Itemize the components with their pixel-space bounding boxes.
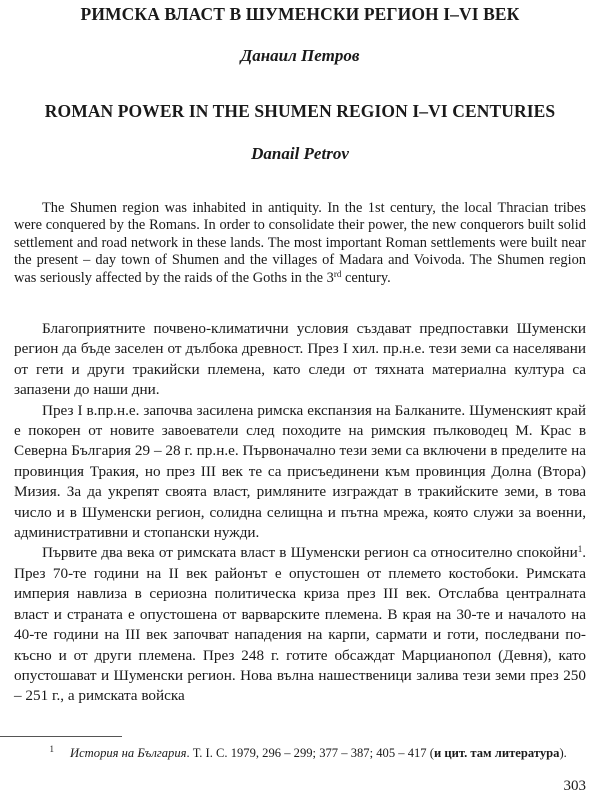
footnote-literature-note: и цит. там литература <box>433 746 560 760</box>
footnote-citation: . Т. I. С. 1979, 296 – 299; 377 – 387; 405 – 417 ( <box>186 746 434 760</box>
footnote-source-title: История на България <box>70 746 187 760</box>
footnote-reference[interactable]: 1 <box>577 544 583 555</box>
abstract-text-end: century. <box>341 269 391 286</box>
body-text <box>14 319 586 707</box>
author-bulgarian: Данаил Петров <box>240 46 360 65</box>
title-english: ROMAN POWER IN THE SHUMEN REGION I–VI CENTURIES <box>44 101 556 121</box>
footnote-separator <box>0 736 122 737</box>
abstract-text: The Shumen region was inhabited in antiquity. In the 1st century, the local Thracian tribes were conquered by the Romans. In order to consolidate their power, the new conquerors built solid settlement and road network in these lands. The most important Roman settlements were built near the present – day town of Shumen and the villages of Madara and Voivoda. The Shumen region was seriously affected by the raids of the Goths in the 3 <box>14 200 586 286</box>
body-paragraph-2: През I в.пр.н.е. започва засилена римска експанзия на Балканите. Шуменският край е покорен от новите завоеватели след походите на римския пълководец М. Крас в Северна България 29 – 28 г. пр.н.е. Първоначално тези земи са включени в пределите на провинция Тракия, но през III век те са присъединени към провинция Долна (Втора) Мизия. За да укрепят своята власт, римляните изграждат в тракийските земи, в това число и в Шуменски регион, солидна селищна и пътна мрежа, която служи за военни, административни и стопански нужди. <box>14 401 586 542</box>
title-bulgarian: РИМСКА ВЛАСТ В ШУМЕНСКИ РЕГИОН I–VI ВЕК <box>80 4 520 24</box>
paragraph-3-rest: . През 70-те години на II век районът е опустошен от племето костобоки. Римската империя навлиза в сериозна политическа криза през III век. Отслабва централната власт и страната е опустошена от варварските племена. В края на 30-те и началото на 40-те години на III век започват нападения на карпи, сармати и готи, последвани по-късно и от други племена. През 248 г. готите обсаждат Марцианопол (Девня), като опустошават и Шуменски регион. Нова вълна нашественици залива тези земи през 250 – 251 г., а римската войска <box>14 544 586 705</box>
footnote: 1 История на България. Т. I. С. 1979, 296 – 299; 377 – 387; 405 – 417 (и цит. там литература). <box>49 744 567 760</box>
abstract-paragraph <box>14 200 586 287</box>
author-english: Danail Petrov <box>251 144 349 163</box>
body-paragraph-1: Благоприятните почвено-климатични условия създават предпоставки Шуменски регион да бъде заселен от дълбока древност. През I хил. пр.н.е. тези земи са населявани от гети и други тракийски племена, като следи от тяхната материална култура са запазени до наши дни. <box>14 320 586 399</box>
paragraph-3-start: Първите два века от римската власт в Шуменски регион са относително спокойни <box>42 544 578 562</box>
footnote-end: ). <box>559 746 567 760</box>
page-number: 303 <box>563 778 586 794</box>
ordinal-superscript: rd <box>333 268 342 279</box>
body-paragraph-3 <box>14 543 586 706</box>
